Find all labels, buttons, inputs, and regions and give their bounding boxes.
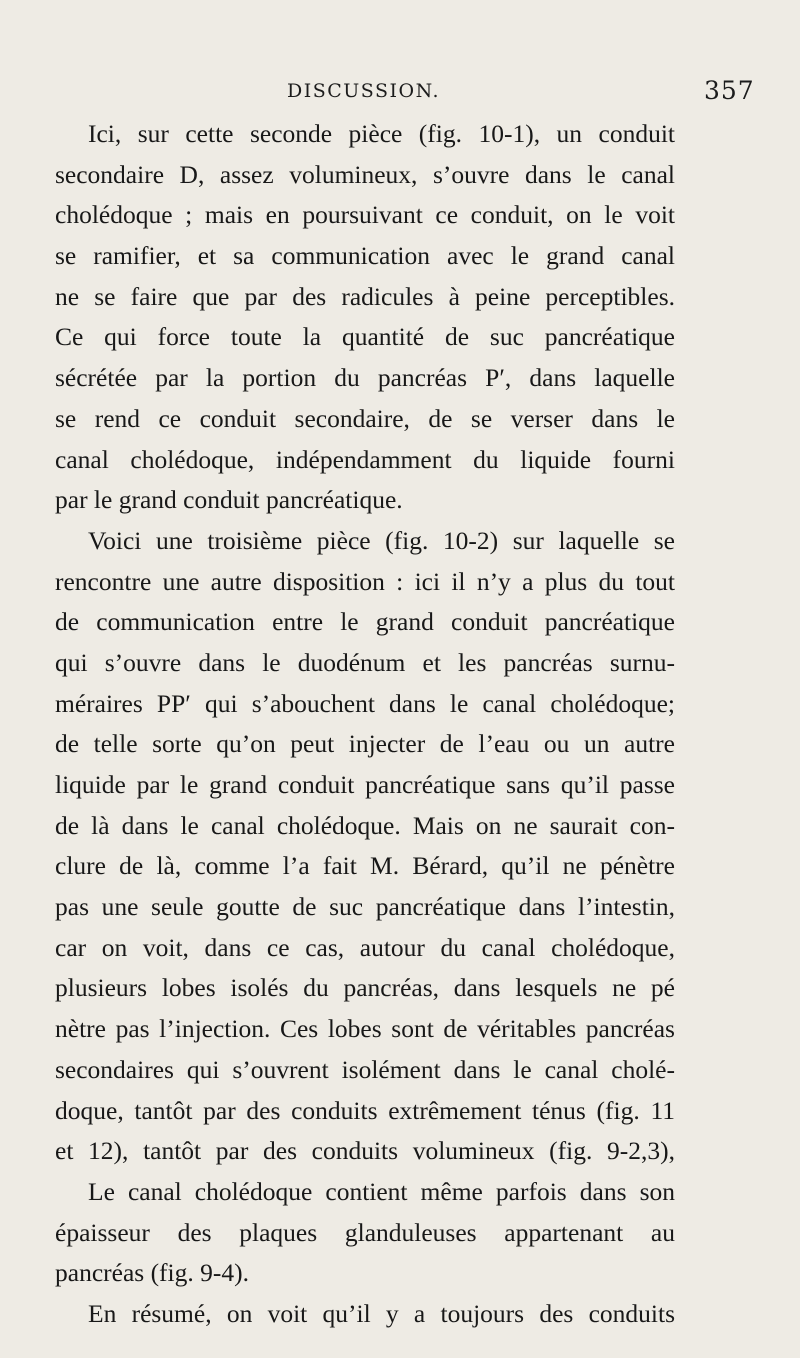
- text-line: de telle sorte qu’on peut injecter de l’eau ou un autre: [55, 729, 675, 759]
- page-number: 357: [704, 76, 755, 105]
- body-text: [55, 114, 675, 1335]
- text-line: clure de là, comme l’a fait M. Bérard, qu’il ne pénètre: [55, 851, 675, 881]
- text-line: se ramifier, et sa communication avec le grand canal: [55, 241, 675, 271]
- text-line: méraires PP′ qui s’abouchent dans le canal cholédoque;: [55, 688, 675, 718]
- text-line: doque, tantôt par des conduits extrêmement ténus (fig. 11: [55, 1095, 675, 1125]
- text-line: pas une seule goutte de suc pancréatique dans l’intestin,: [55, 892, 675, 922]
- text-line: ne se faire que par des radicules à peine perceptibles.: [55, 281, 675, 311]
- text-line: Ici, sur cette seconde pièce (fig. 10-1), un conduit: [88, 119, 675, 148]
- text-line: de communication entre le grand conduit pancréatique: [55, 607, 675, 637]
- page-header: [0, 76, 800, 106]
- text-line: cholédoque ; mais en poursuivant ce conduit, on le voit: [55, 200, 675, 230]
- text-line: par le grand conduit pancréatique.: [55, 485, 403, 515]
- text-line: car on voit, dans ce cas, autour du canal cholédoque,: [55, 932, 675, 962]
- text-line: nètre pas l’injection. Ces lobes sont de véritables pancréas: [55, 1014, 675, 1044]
- text-line: se rend ce conduit secondaire, de se verser dans le: [55, 403, 675, 433]
- text-line: et 12), tantôt par des conduits volumineux (fig. 9-2,3),: [55, 1136, 675, 1166]
- text-line: Voici une troisième pièce (fig. 10-2) sur laquelle se: [88, 525, 675, 555]
- text-line: canal cholédoque, indépendamment du liquide fourni: [55, 444, 675, 474]
- text-line: Le canal cholédoque contient même parfois dans son: [88, 1176, 675, 1206]
- text-line: rencontre une autre disposition : ici il n’y a plus du tout: [55, 566, 675, 596]
- text-line: de là dans le canal cholédoque. Mais on ne saurait con-: [55, 810, 675, 840]
- text-line: liquide par le grand conduit pancréatique sans qu’il passe: [55, 770, 675, 799]
- text-line: plusieurs lobes isolés du pancréas, dans lesquels ne pé: [55, 973, 675, 1003]
- text-line: pancréas (fig. 9-4).: [55, 1258, 249, 1288]
- text-line: sécrétée par la portion du pancréas P′, dans laquelle: [55, 363, 675, 393]
- text-line: épaisseur des plaques glanduleuses appartenant au: [55, 1217, 675, 1247]
- text-line: Ce qui force toute la quantité de suc pancréatique: [55, 322, 675, 352]
- text-line: qui s’ouvre dans le duodénum et les pancréas surnu-: [55, 647, 675, 677]
- text-line: En résumé, on voit qu’il y a toujours des conduits: [88, 1298, 675, 1328]
- text-line: secondaires qui s’ouvrent isolément dans le canal cholé-: [55, 1054, 675, 1084]
- text-line: secondaire D, assez volumineux, s’ouvre dans le canal: [55, 159, 675, 189]
- running-title: DISCUSSION.: [287, 80, 441, 102]
